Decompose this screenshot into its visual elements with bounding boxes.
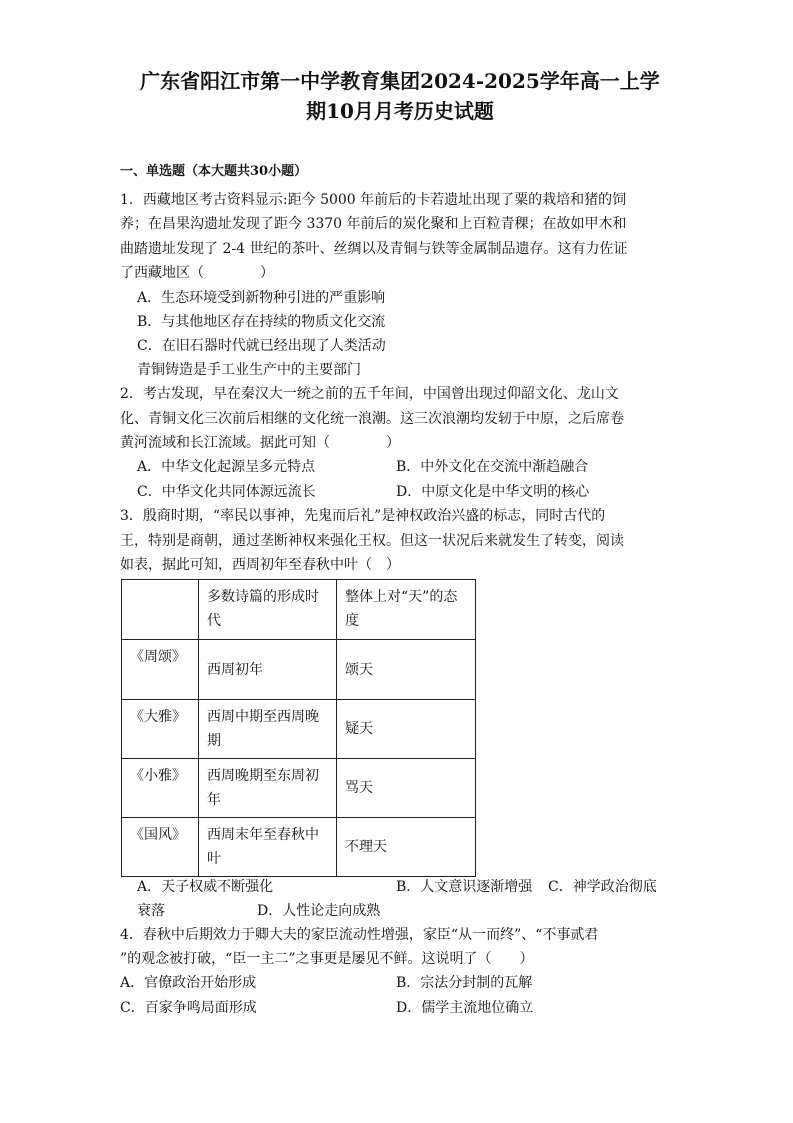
section-heading: 一、单选题（本大题共30小题）: [120, 164, 308, 179]
exam-title-line1: 广东省阳江市第一中学教育集团2024-2025学年高一上学: [140, 69, 660, 93]
table-header-row: [122, 580, 476, 640]
q4-option-b: B．宗法分封制的瓦解: [396, 975, 533, 991]
q2-line: 化、青铜文化三次前后相继的文化统一浪潮。这三次浪潮均发轫于中原，之后席卷: [120, 411, 624, 427]
table-cell: 西周末年至春秋中叶: [199, 818, 337, 877]
table-header-cell: 多数诗篇的形成时代: [199, 580, 337, 640]
q3-line: 如表，据此可知，西周初年至春秋中叶（ ）: [120, 557, 400, 573]
table-row: [122, 759, 476, 818]
q4-option-d: D．儒学主流地位确立: [396, 1000, 534, 1016]
q2-option-a: A．中华文化起源呈多元特点: [137, 459, 316, 475]
q2-line: 黄河流域和长江流域。据此可知（ ）: [120, 435, 400, 451]
q1-option-c: C．在旧石器时代就已经出现了人类活动: [137, 338, 386, 354]
poetry-table: [121, 579, 476, 877]
q3-line: 3．殷商时期，“率民以事神，先鬼而后礼”是神权政治兴盛的标志，同时古代的: [120, 508, 606, 524]
q1-option-b: B．与其他地区存在持续的物质文化交流: [137, 314, 386, 330]
q1-line: 了西藏地区（ ）: [120, 265, 274, 281]
table-cell: 不理天: [337, 818, 476, 877]
table-cell: 西周中期至西周晚期: [199, 700, 337, 759]
q4-option-c: C．百家争鸣局面形成: [120, 1000, 257, 1016]
q1-line: 曲踏遗址发现了 2-4 世纪的茶叶、丝绸以及青铜与铁等金属制品遗存。这有力佐证: [120, 241, 628, 257]
table-cell: 《国风》: [122, 818, 199, 877]
q1-line: 养；在昌果沟遗址发现了距今 3370 年前后的炭化聚和上百粒青稞；在故如甲木和: [120, 216, 627, 232]
q1-option-a: A．生态环境受到新物种引进的严重影响: [137, 290, 386, 306]
q3-option-c: C．神学政治彻底: [548, 879, 657, 895]
exam-title-line2: 期10月月考历史试题: [306, 99, 494, 123]
table-cell: 西周初年: [199, 640, 337, 700]
q2-line: 2．考古发现，早在秦汉大一统之前的五千年间，中国曾出现过仰韶文化、龙山文: [120, 386, 619, 402]
q3-option-b: B．人文意识逐渐增强: [396, 879, 533, 895]
table-row: [122, 818, 476, 877]
q4-option-a: A．官僚政治开始形成: [120, 975, 257, 991]
table-cell: [122, 580, 199, 640]
q1-option-d: 青铜铸造是手工业生产中的主要部门: [137, 362, 361, 378]
table-cell: 颂天: [337, 640, 476, 700]
table-cell: 西周晚期至东周初年: [199, 759, 337, 818]
q2-option-c: C．中华文化共同体源远流长: [137, 484, 316, 500]
q3-option-c-cont: 衰落: [137, 903, 165, 919]
q3-line: 王，特别是商朝，通过垄断神权来强化王权。但这一状况后来就发生了转变，阅读: [120, 533, 624, 549]
table-cell: 《周颂》: [122, 640, 199, 700]
table-cell: 骂天: [337, 759, 476, 818]
q4-line: ”的观念被打破，“臣一主二”之事更是屡见不鲜。这说明了（ ）: [120, 951, 534, 967]
q1-line: 1．西藏地区考古资料显示:距今 5000 年前后的卡若遗址出现了粟的栽培和猪的饲: [120, 192, 627, 208]
table-row: [122, 700, 476, 759]
q2-option-d: D．中原文化是中华文明的核心: [396, 484, 590, 500]
table-row: [122, 640, 476, 700]
q2-option-b: B．中外文化在交流中渐趋融合: [396, 459, 589, 475]
table-header-cell: 整体上对“天”的态度: [337, 580, 476, 640]
q3-option-a: A．天子权威不断强化: [137, 879, 274, 895]
q4-line: 4．春秋中后期效力于卿大夫的家臣流动性增强，家臣“从一而终”、“不事贰君: [120, 927, 599, 943]
table-cell: 《小雅》: [122, 759, 199, 818]
table-cell: 《大雅》: [122, 700, 199, 759]
q3-option-d: D．人性论走向成熟: [257, 903, 381, 919]
table-cell: 疑天: [337, 700, 476, 759]
